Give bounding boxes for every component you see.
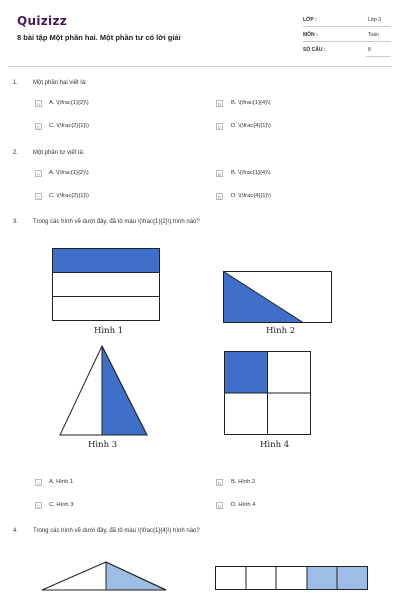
figure-3-caption: Hình 3	[88, 440, 118, 450]
option-a-checkbox[interactable]: A	[36, 481, 40, 486]
option-b-checkbox[interactable]: B	[217, 172, 221, 177]
option-b-label: B. \(\frac{1}{4}\)	[231, 100, 271, 106]
question-number: 4.	[13, 528, 19, 534]
page-title: 8 bài tập Một phần hai. Một phần tư có lời giải	[17, 33, 181, 42]
q4-figure-triangle	[40, 560, 170, 592]
option-d-label: D. \(\frac{4}{1}\)	[231, 123, 271, 129]
option-c-label: C. \(\frac{2}{1}\)	[49, 123, 89, 129]
figure-1-caption: Hình 1	[94, 326, 124, 336]
q4-figure-segmented-bar	[215, 566, 370, 592]
figure-1-striped-rectangle	[52, 248, 161, 323]
grade-label: LỚP :	[303, 17, 317, 23]
option-c-checkbox[interactable]: C	[36, 504, 41, 509]
subject-value: Toán	[368, 32, 379, 38]
header-divider	[8, 66, 392, 67]
option-a-label: A. Hình 1	[49, 479, 74, 485]
figure-3-split-triangle	[59, 345, 149, 437]
figure-4-caption: Hình 4	[260, 440, 290, 450]
question-number: 3.	[13, 219, 19, 225]
meta-divider	[366, 56, 391, 57]
question-count-value: 8	[368, 47, 371, 53]
question-text: Một phần hai viết là:	[33, 80, 87, 86]
option-b-label: B. \(\frac{1}{4}\)	[231, 170, 271, 176]
question-number: 2.	[13, 150, 19, 156]
subject-label: MÔN :	[303, 32, 318, 38]
option-a-label: A. \(\frac{1}{2}\)	[49, 100, 89, 106]
option-c-label: C. Hình 3	[49, 502, 74, 508]
grade-value: Lớp 3	[368, 17, 382, 23]
meta-divider	[303, 26, 391, 27]
option-b-label: B. Hình 2	[231, 479, 256, 485]
option-a-checkbox[interactable]: A	[36, 172, 40, 177]
figure-2-diagonal-rectangle	[223, 271, 333, 324]
question-text: Một phần tư viết là:	[33, 150, 85, 156]
option-d-checkbox[interactable]: D	[217, 125, 222, 130]
option-a-label: A. \(\frac{1}{2}\)	[49, 170, 89, 176]
figure-2-caption: Hình 2	[266, 326, 296, 336]
question-text: Trong các hình vẽ dưới đây, đã tô màu \(\frac{1}{4}\) hình nào?	[33, 528, 200, 534]
figure-4-grid-square	[224, 351, 312, 436]
option-b-checkbox[interactable]: B	[217, 481, 221, 486]
question-number: 1.	[13, 80, 19, 86]
option-d-checkbox[interactable]: D	[217, 504, 222, 509]
meta-divider	[303, 41, 391, 42]
quizizz-logo: Quizizz	[17, 14, 68, 28]
option-c-label: C. \(\frac{2}{1}\)	[49, 193, 89, 199]
option-a-checkbox[interactable]: A	[36, 102, 40, 107]
question-count-label: SỐ CÂU :	[303, 47, 326, 53]
option-d-label: D. \(\frac{4}{1}\)	[231, 193, 271, 199]
option-b-checkbox[interactable]: B	[217, 102, 221, 107]
question-text: Trong các hình vẽ dưới đây, đã tô màu \(\frac{1}{2}\) hình nào?	[33, 219, 200, 225]
option-d-checkbox[interactable]: D	[217, 195, 222, 200]
option-c-checkbox[interactable]: C	[36, 125, 41, 130]
option-c-checkbox[interactable]: C	[36, 195, 41, 200]
option-d-label: D. Hình 4	[231, 502, 256, 508]
